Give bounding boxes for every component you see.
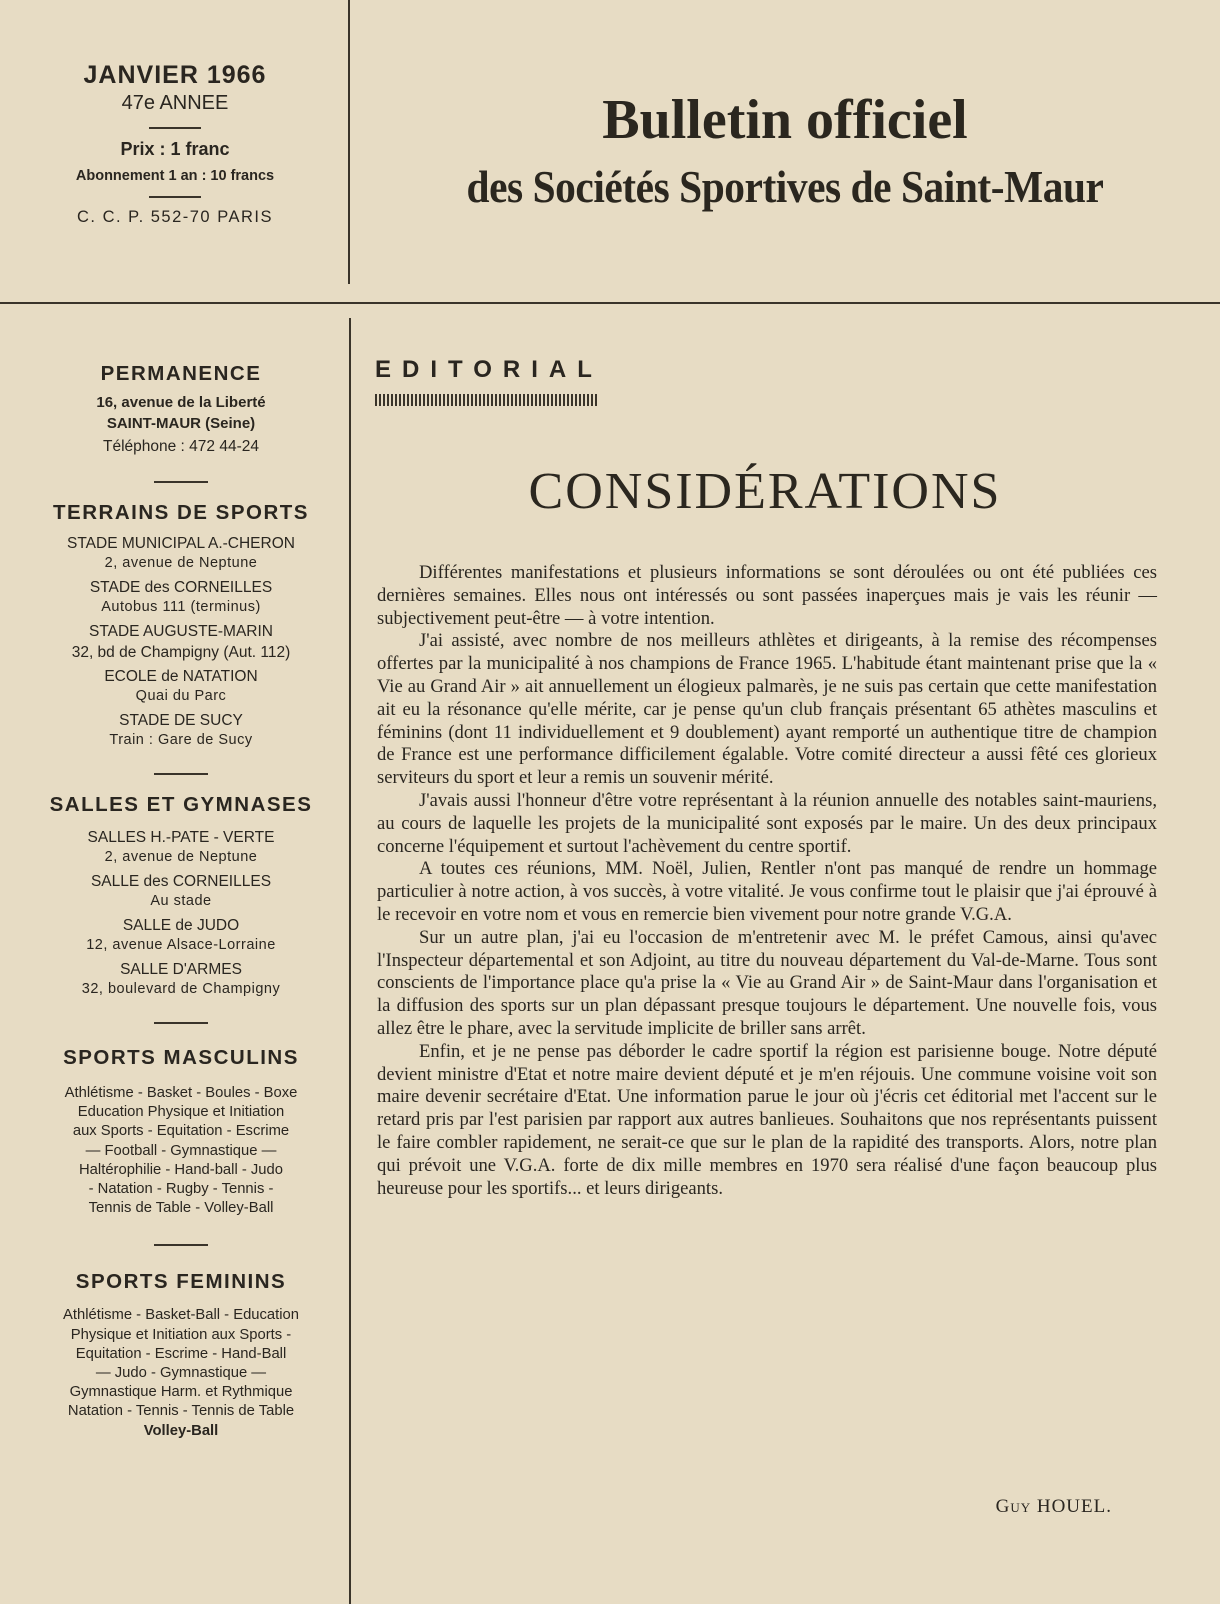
terrains-section xyxy=(0,501,362,749)
masculins-line: — Football - Gymnastique — xyxy=(85,1142,277,1159)
venue-name: SALLE des CORNEILLES xyxy=(90,873,272,890)
venue-name: STADE MUNICIPAL A.-CHERON xyxy=(67,535,295,552)
venue-name: STADE AUGUSTE-MARIN xyxy=(88,623,273,640)
permanence-address: 16, avenue de la Liberté xyxy=(96,394,266,411)
article-paragraph: A toutes ces réunions, MM. Noël, Julien, Rentler n'ont pas manqué de rendre un hommage particulier à notre action, à vos succès, à votre vitalité. Je vous confirme tout le plaisir que j'ai éprouvé à le recevoir en votre nom et vous en remercie bien vivement pour notre grande V.G.A. xyxy=(377,858,1157,925)
issue-year-count: 47e ANNEE xyxy=(121,92,229,114)
terrains-heading: TERRAINS DE SPORTS xyxy=(53,501,309,524)
list-item xyxy=(0,577,362,616)
venue-name: STADE DE SUCY xyxy=(119,712,243,729)
list-item xyxy=(0,666,362,705)
venue-name: SALLE de JUDO xyxy=(122,917,240,934)
feminins-line: Natation - Tennis - Tennis de Table xyxy=(67,1403,295,1420)
divider xyxy=(154,773,208,775)
author-signature xyxy=(880,1496,1112,1518)
masculins-line: Athlétisme - Basket - Boules - Boxe xyxy=(64,1085,298,1101)
feminins-line: Athlétisme - Basket-Ball - Education xyxy=(62,1307,300,1324)
list-item xyxy=(0,827,362,866)
issue-price: Prix : 1 franc xyxy=(120,139,230,159)
list-item xyxy=(0,621,362,663)
salles-section xyxy=(0,793,362,998)
issue-date: JANVIER 1966 xyxy=(83,61,267,89)
divider xyxy=(154,1244,208,1246)
venue-detail: Train : Gare de Sucy xyxy=(109,732,253,748)
author-last-name: HOUEL. xyxy=(1036,1496,1112,1517)
venue-name: SALLES H.-PATE - VERTE xyxy=(87,829,275,846)
venue-detail: 2, avenue de Neptune xyxy=(104,849,258,865)
author-first-name: Guy xyxy=(995,1496,1032,1517)
feminins-section xyxy=(0,1270,362,1440)
permanence-city: SAINT-MAUR (Seine) xyxy=(106,415,256,432)
masculins-line: Education Physique et Initiation xyxy=(77,1104,285,1121)
divider xyxy=(149,127,201,129)
permanence-phone: Téléphone : 472 44-24 xyxy=(103,438,259,455)
feminins-line: Volley-Ball xyxy=(143,1422,219,1439)
subscription-price: Abonnement 1 an : 10 francs xyxy=(75,168,275,184)
venue-detail: 12, avenue Alsace-Lorraine xyxy=(86,937,276,953)
divider xyxy=(154,481,208,483)
feminins-line: Gymnastique Harm. et Rythmique xyxy=(69,1384,293,1401)
masculins-line: aux Sports - Equitation - Escrime xyxy=(72,1123,290,1140)
section-label: EDITORIAL xyxy=(375,356,603,383)
list-item xyxy=(0,959,362,998)
venue-detail: Autobus 111 (terminus) xyxy=(101,599,261,615)
permanence-heading: PERMANENCE xyxy=(100,362,262,385)
venue-name: STADE des CORNEILLES xyxy=(89,579,273,596)
article-paragraph: Enfin, et je ne pense pas déborder le cadre sportif la région est parisienne bouge. Notre député devient ministre d'Etat et notre maire devient député et je m'en réjouis. Une commune voisine voit son maire devenir secrétaire d'Etat. Une information parue le jour où j'écris cet éditorial met l'accent sur le retard pris par l'est parisien par rapport aux autres banlieues. Souhaitons que nos représentants puissent le faire combler rapidement, ne serait-ce que sur le plan de la rapidité des transports. Alors, notre plan qui prévoit une V.G.A. forte de dix mille membres en 1970 sera réalisé d'une façon beaucoup plus heureuse pour les sportifs... et leurs dirigeants. xyxy=(377,1040,1157,1199)
article-paragraph: J'avais aussi l'honneur d'être votre représentant à la réunion annuelle des notables saint-mauriens, au cours de laquelle les projets de la municipalité sont exposés par le maire. Un des deux principaux concerne l'équipement et surtout l'achèvement du centre sportif. xyxy=(377,789,1157,857)
feminins-line: Physique et Initiation aux Sports - xyxy=(70,1326,292,1343)
permanence-section xyxy=(0,362,362,457)
article-headline: CONSIDÉRATIONS xyxy=(528,463,1002,520)
venue-detail: Quai du Parc xyxy=(135,688,227,704)
salles-heading: SALLES ET GYMNASES xyxy=(49,793,313,816)
list-item xyxy=(0,533,362,572)
feminins-heading: SPORTS FEMININS xyxy=(75,1270,287,1294)
divider xyxy=(154,1022,208,1024)
article-paragraph: J'ai assisté, avec nombre de nos meilleurs athlètes et dirigeants, à la remise des récompenses offertes par la municipalité à nos champions de France 1965. L'habitude étant maintenant prise que la « Vie au Grand Air » ait annuellement un élogieux palmarès, je ne suis pas certain que cette manifestation ait eu la résonance qu'elle mérite, car je pense qu'un club français présentant 65 athètes masculins et féminins (dont 11 individuellement et 9 doublement) ayant remporté un authentique titre de champion de France est une performance difficilement égalable. Votre comité directeur a aussi fêté ces glorieux serviteurs du sport et leur a remis un souvenir mérité. xyxy=(377,630,1157,789)
article-body xyxy=(377,562,1157,1200)
postal-account: C. C. P. 552-70 PARIS xyxy=(77,208,273,226)
feminins-line: — Judo - Gymnastique — xyxy=(95,1365,267,1382)
venue-detail: Au stade xyxy=(150,893,212,909)
venue-detail: 32, boulevard de Champigny xyxy=(81,981,281,997)
masthead-subtitle: des Sociétés Sportives de Saint-Maur xyxy=(466,161,1104,212)
feminins-line: Equitation - Escrime - Hand-Ball xyxy=(75,1345,287,1362)
venue-name: SALLE D'ARMES xyxy=(120,961,242,978)
venue-detail: 32, bd de Champigny (Aut. 112) xyxy=(71,644,291,661)
article-paragraph: Différentes manifestations et plusieurs informations se sont déroulées ou ont été publiées ces dernières semaines. Elles nous ont intéressés ou sont passées inaperçues mais je vais les réunir — subjectivement peut-être — à votre intention. xyxy=(377,562,1157,629)
issue-info xyxy=(0,55,350,227)
masculins-line: - Natation - Rugby - Tennis - xyxy=(88,1181,274,1198)
list-item xyxy=(0,871,362,910)
header-divider-horizontal xyxy=(0,302,1220,304)
masthead-title: Bulletin officiel xyxy=(602,89,968,151)
masculins-section xyxy=(0,1046,362,1218)
venue-name: ECOLE de NATATION xyxy=(104,668,258,685)
masculins-line: Haltérophilie - Hand-ball - Judo xyxy=(79,1161,283,1178)
article-paragraph: Sur un autre plan, j'ai eu l'occasion de m'entretenir avec M. le préfet Camous, ainsi qu'avec l'Inspecteur départemental et son Adjoint, au titre du nouveau département du Val-de-Marne. Tous sont conscients de l'importance place qu'a prise la « Vie au Grand Air » de Saint-Maur dans l'organisation et la diffusion des sports sur un plan dépassant presque toujours le département. Une nouvelle fois, vous allez être le phare, avec la servitude implicite de briller sans arrêt. xyxy=(377,926,1157,1039)
sidebar xyxy=(0,362,362,1441)
venue-detail: 2, avenue de Neptune xyxy=(104,555,258,571)
list-item xyxy=(0,915,362,954)
masculins-heading: SPORTS MASCULINS xyxy=(63,1046,299,1069)
divider xyxy=(149,196,201,198)
decorative-hatch xyxy=(375,394,597,406)
list-item xyxy=(0,710,362,749)
masculins-line: Tennis de Table - Volley-Ball xyxy=(88,1200,274,1217)
